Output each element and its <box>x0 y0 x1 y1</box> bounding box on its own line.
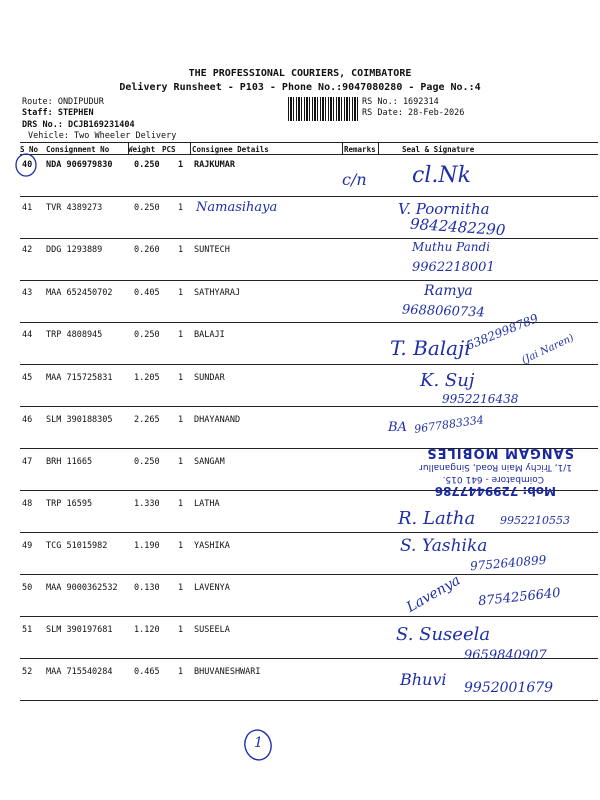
row-sno: 48 <box>22 499 33 509</box>
col-weight: Weight <box>128 145 156 154</box>
signature-41: V. Poornitha <box>398 200 490 218</box>
row-consignment: SLM 390188305 <box>46 415 113 425</box>
signature-45: K. Suj <box>420 370 475 391</box>
row-consignee: LATHA <box>194 499 220 509</box>
signature-51: S. Suseela <box>396 624 491 645</box>
row-sno: 46 <box>22 415 33 425</box>
phone-45: 9952216438 <box>442 392 519 406</box>
row-consignee: SUNDAR <box>194 373 225 383</box>
signature-46: BA <box>388 420 407 435</box>
row-sno: 44 <box>22 330 33 340</box>
vehicle: Vehicle: Two Wheeler Delivery <box>28 131 177 141</box>
row-weight: 0.250 <box>134 330 160 340</box>
row-consignment: MAA 715725831 <box>46 373 113 383</box>
rs-date: RS Date: 28-Feb-2026 <box>362 108 465 118</box>
col-consignee: Consignee Details <box>192 145 269 154</box>
phone-41: 9842482290 <box>409 214 506 240</box>
row-consignment: TRP 4808945 <box>46 330 103 340</box>
signature-42: Muthu Pandi <box>412 240 491 254</box>
shop-stamp <box>394 445 574 498</box>
row-weight: 1.120 <box>134 625 160 635</box>
row-sno: 51 <box>22 625 33 635</box>
row-weight: 0.465 <box>134 667 160 677</box>
stamp-line-4: Mob: 7299447786 <box>434 484 556 498</box>
stamp-line-2: 1/1, Trichy Main Road, Singanallur <box>419 462 572 472</box>
circle-mark-icon <box>14 152 38 178</box>
phone-43: 9688060734 <box>401 302 485 321</box>
row-sno: 42 <box>22 245 33 255</box>
remark-handwriting: c/n <box>342 170 367 189</box>
signature-40: cl.Nk <box>412 163 471 188</box>
row-pcs: 1 <box>178 245 184 255</box>
drs-no: DRS No.: DCJB169231404 <box>22 120 135 130</box>
row-consignee: BHUVANESHWARI <box>194 667 261 677</box>
row-weight: 0.405 <box>134 288 160 298</box>
row-pcs: 1 <box>178 667 184 677</box>
row-weight: 0.250 <box>134 203 160 213</box>
phone-50: 8754256640 <box>477 585 562 610</box>
row-weight: 0.250 <box>134 457 160 467</box>
row-consignment: TVR 4389273 <box>46 203 103 213</box>
row-sno: 52 <box>22 667 33 677</box>
row-pcs: 1 <box>178 583 184 593</box>
row-sno: 41 <box>22 203 33 213</box>
phone-46: 9677883334 <box>413 413 485 436</box>
phone-49: 9752640899 <box>469 552 547 574</box>
consignee-handwriting-41: Namasihaya <box>196 200 278 215</box>
row-pcs: 1 <box>178 203 184 213</box>
row-pcs: 1 <box>178 457 184 467</box>
signature-43: Ramya <box>424 283 473 299</box>
row-weight: 2.265 <box>134 415 160 425</box>
phone-42: 9962218001 <box>412 260 495 275</box>
row-sno: 47 <box>22 457 33 467</box>
row-consignee: SATHYARAJ <box>194 288 241 298</box>
signature-44: T. Balaji <box>390 336 471 360</box>
row-sno: 43 <box>22 288 33 298</box>
row-pcs: 1 <box>178 541 184 551</box>
phone-44: 6382998789 <box>464 311 541 353</box>
row-pcs: 1 <box>178 373 184 383</box>
row-consignment: DDG 1293889 <box>46 245 103 255</box>
row-consignee: SUSEELA <box>194 625 230 635</box>
row-weight: 1.190 <box>134 541 160 551</box>
col-sno: S No <box>20 145 39 154</box>
signature-52: Bhuvi <box>400 670 447 689</box>
row-weight: 1.330 <box>134 499 160 509</box>
row-consignee: DHAYANAND <box>194 415 241 425</box>
row-consignment: MAA 9000362532 <box>46 583 118 593</box>
row-consignee: RAJKUMAR <box>194 160 235 170</box>
row-consignment: SLM 390197681 <box>46 625 113 635</box>
row-pcs: 1 <box>178 160 184 170</box>
note-44: (Jai Naren) <box>520 332 576 367</box>
row-weight: 0.260 <box>134 245 160 255</box>
row-consignment: MAA 652450702 <box>46 288 113 298</box>
row-sno: 45 <box>22 373 33 383</box>
runsheet-title: Delivery Runsheet - P103 - Phone No.:9047080280 - Page No.:4 <box>119 82 481 93</box>
row-pcs: 1 <box>178 415 184 425</box>
row-consignee: YASHIKA <box>194 541 230 551</box>
col-remarks: Remarks <box>344 145 376 154</box>
row-pcs: 1 <box>178 625 184 635</box>
row-weight: 0.130 <box>134 583 160 593</box>
signature-50: Lavenya <box>403 572 464 616</box>
row-consignment: TCG 51015982 <box>46 541 108 551</box>
barcode <box>288 97 360 121</box>
page-mark: 1 <box>254 735 263 751</box>
row-weight: 0.250 <box>134 160 160 170</box>
row-consignment: TRP 16595 <box>46 499 93 509</box>
staff: Staff: STEPHEN <box>22 108 94 118</box>
row-consignee: BALAJI <box>194 330 225 340</box>
company-title: THE PROFESSIONAL COURIERS, COIMBATORE <box>188 68 412 79</box>
route: Route: ONDIPUDUR <box>22 97 104 107</box>
stamp-line-3: Coimbatore - 641 015. <box>442 474 544 484</box>
row-consignee: SUNTECH <box>194 245 230 255</box>
row-consignment: NDA 906979830 <box>46 160 113 170</box>
row-pcs: 1 <box>178 330 184 340</box>
row-consignee: LAVENYA <box>194 583 230 593</box>
col-consignment: Consignment No <box>46 145 110 154</box>
rs-no: RS No.: 1692314 <box>362 97 439 107</box>
signature-48: R. Latha <box>398 508 476 529</box>
row-consignment: BRH 11665 <box>46 457 93 467</box>
row-consignment: MAA 715540284 <box>46 667 113 677</box>
row-sno: 49 <box>22 541 33 551</box>
row-weight: 1.205 <box>134 373 160 383</box>
row-sno: 40 <box>22 160 33 170</box>
stamp-line-1: SANGAM MOBILES <box>426 445 574 460</box>
phone-51: 9659840907 <box>464 648 547 663</box>
signature-49: S. Yashika <box>400 536 488 556</box>
col-pcs: PCS <box>162 145 176 154</box>
row-sno: 50 <box>22 583 33 593</box>
row-pcs: 1 <box>178 288 184 298</box>
phone-52: 9952001679 <box>464 680 554 696</box>
phone-48: 9952210553 <box>500 514 570 527</box>
row-consignee: SANGAM <box>194 457 225 467</box>
row-pcs: 1 <box>178 499 184 509</box>
col-seal-signature: Seal & Signature <box>402 145 475 154</box>
